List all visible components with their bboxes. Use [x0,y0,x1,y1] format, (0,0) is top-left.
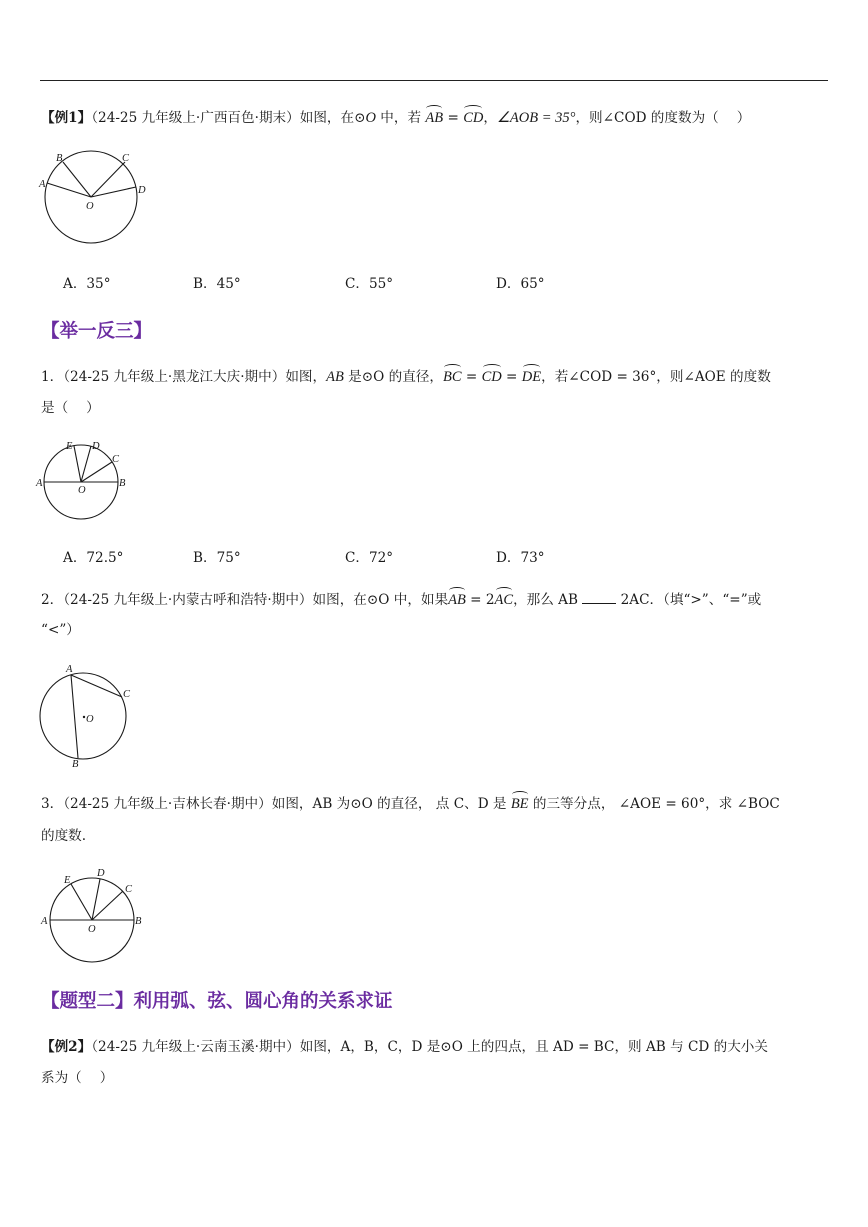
ex1-option-c[interactable]: C．55° [345,276,394,292]
text-fragment: ，那么 AB [513,592,583,608]
question-1-number: 1． [41,369,64,385]
arc-cd: CD [481,369,502,385]
label-c: C [122,153,130,164]
question-1-line-1: 1．（24-25 九年级上·黑龙江大庆·期中）如图，AB 是⊙O 的直径，BC = CD = DE，若∠COD = 36°，则∠AOE 的度数 [41,369,771,385]
radius-oe [74,446,81,482]
circle [40,673,126,759]
answer-blank[interactable] [582,591,616,604]
radius-oa [47,183,91,197]
label-e: E [66,441,73,452]
angle-aob: ∠AOB = 35° [496,110,576,126]
question-3-line-2: 的度数. [41,828,87,844]
example-1-figure [36,150,156,250]
label-c: C [112,454,120,465]
example-2-line-2: 系为（ ） [41,1070,114,1086]
arc-de: DE [521,369,542,385]
example-1-tag: 【例1】 [41,110,92,126]
arc-ab: AB [425,110,444,126]
header-rule [40,80,828,81]
label-c: C [123,689,131,700]
question-2-source: （24-25 九年级上·内蒙古呼和浩特·期中）如图，在⊙O 中，如果 [63,592,449,608]
question-3-figure [38,866,148,956]
question-2-line-2: “<”） [41,622,80,638]
q1-option-d[interactable]: D．73° [496,550,545,566]
label-o: O [86,714,94,725]
circle-name: O [365,110,376,126]
q1-option-b[interactable]: B．75° [193,550,241,566]
label-d: D [92,441,100,452]
comma: ， [483,110,497,126]
question-1-source: （24-25 九年级上·黑龙江大庆·期中）如图， [63,369,327,385]
example-2-line-1 [41,1037,768,1057]
label-e: E [64,875,71,886]
label-o: O [78,485,86,496]
question-1-figure [38,440,138,522]
question-2-figure [36,660,146,770]
question-1-ask: ，若∠COD = 36°，则∠AOE 的度数 [541,369,771,385]
diameter-ab: AB [326,369,344,385]
radius-od [91,187,136,197]
label-b: B [56,153,63,164]
question-3-ask: 的三等分点， ∠AOE = 60°，求 ∠BOC [528,796,780,812]
example-2-text: （24-25 九年级上·云南玉溪·期中）如图，A，B，C，D 是⊙O 上的四点，且 AD = BC，则 AB 与 CD 的大小关 [91,1039,768,1055]
question-3-line-1 [41,794,780,814]
question-2-line-1 [41,590,761,610]
question-3-source: （24-25 九年级上·吉林长春·期中）如图，AB 为⊙O 的直径， 点 C、D 是 [63,796,511,812]
center-dot [83,716,85,718]
q1-option-a[interactable]: A．72.5° [63,550,124,566]
label-a: A [66,664,73,675]
question-2-number: 2． [41,592,64,608]
equals: = [443,110,464,126]
label-o: O [86,201,94,212]
label-b: B [135,916,142,927]
radius-oe [71,884,92,920]
arc-cd: CD [463,110,484,126]
label-d: D [138,185,146,196]
label-o: O [88,924,96,935]
arc-ac: AC [494,592,514,608]
section-heading-practice: 【举一反三】 [41,321,153,342]
question-1-line-2: 是（ ） [41,400,100,416]
label-a: A [36,478,43,489]
label-c: C [125,884,133,895]
ex1-option-d[interactable]: D．65° [496,276,545,292]
arc-ab: AB [448,592,466,608]
example-1-question [41,108,750,128]
label-a: A [39,179,46,190]
section-heading-type-2: 【题型二】利用弧、弦、圆心角的关系求证 [41,991,393,1012]
ex1-option-b[interactable]: B．45° [193,276,241,292]
label-b: B [119,478,126,489]
question-3-number: 3． [41,796,64,812]
radius-ob [63,162,91,197]
example-1-ask: ，则∠COD 的度数为（ ） [575,110,751,126]
radius-oc [91,162,125,197]
chord-ab [71,675,78,758]
ex1-option-a[interactable]: A．35° [63,276,111,292]
label-b: B [72,759,79,770]
text-fragment: 中，若 [375,110,426,126]
arc-bc: BC [442,369,462,385]
example-1-source: （24-25 九年级上·广西百色·期末）如图，在⊙ [91,110,366,126]
question-2-ask: 2AC．（填“>”、“=”或 [616,592,762,608]
label-a: A [41,916,48,927]
text-fragment: 是⊙O 的直径， [343,369,443,385]
equals-two: = 2 [465,592,495,608]
arc-be: BE [510,796,529,812]
q1-option-c[interactable]: C．72° [345,550,394,566]
example-2-tag: 【例2】 [41,1039,92,1055]
label-d: D [97,868,105,879]
